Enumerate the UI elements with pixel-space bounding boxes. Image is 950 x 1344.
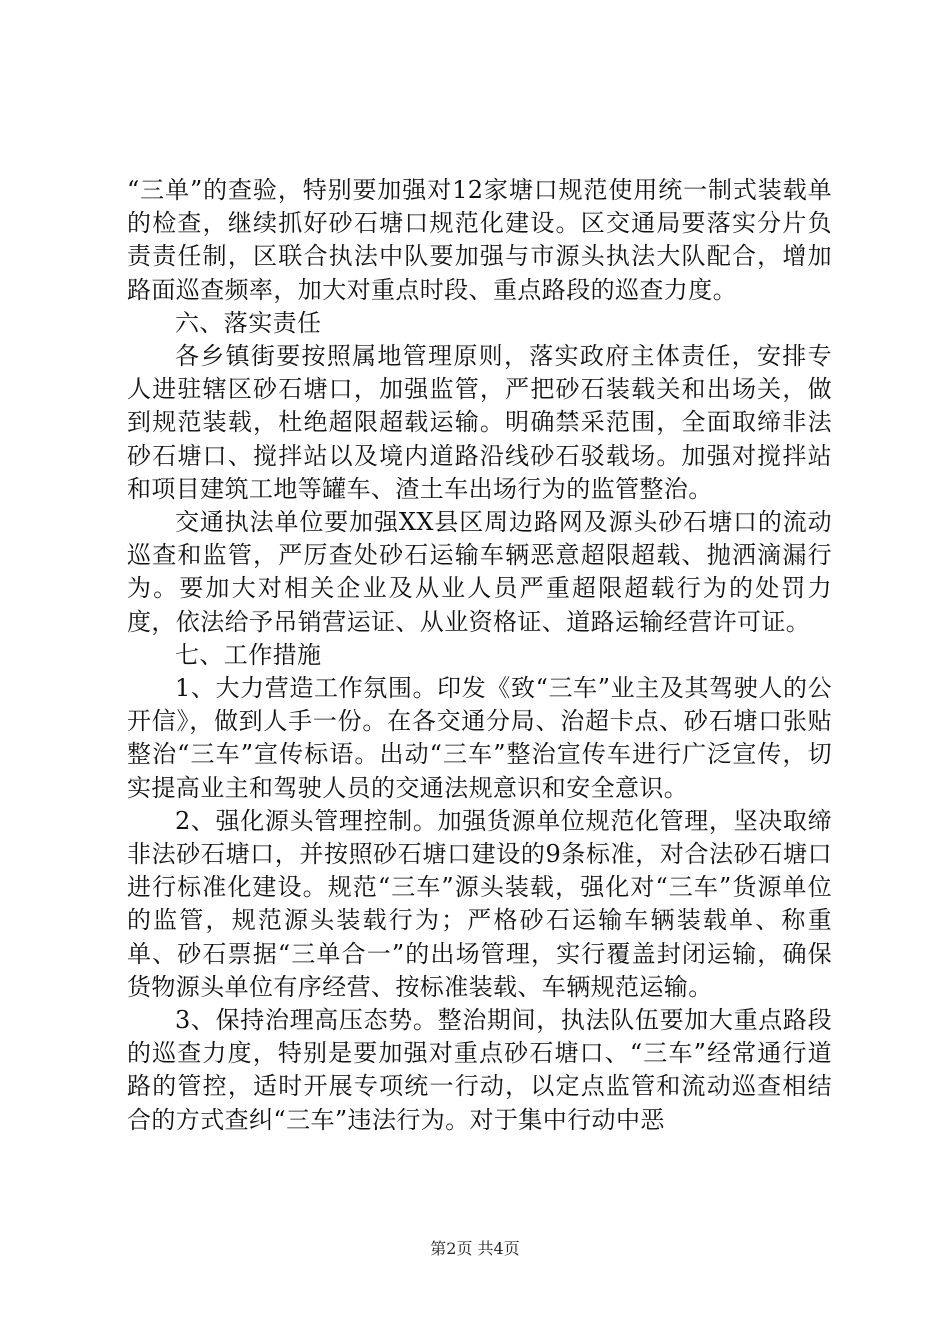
page-footer: 第2页 共4页	[430, 1239, 520, 1258]
paragraph: 各乡镇街要按照属地管理原则，落实政府主体责任，安排专人进驻辖区砂石塘口，加强监管，严把砂石装载关和出场关，做到规范装载，杜绝超限超载运输。明确禁采范围，全面取缔非法砂石塘口、搅拌站以及境内道路沿线砂石驳载场。加强对搅拌站和项目建筑工地等罐车、渣土车出场行为的监管整治。	[127, 342, 832, 503]
paragraph: 1、大力营造工作氛围。印发《致“三车”业主及其驾驶人的公开信》，做到人手一份。在各交通分局、治超卡点、砂石塘口张贴整治“三车”宣传标语。出动“三车”整治宣传车进行广泛宣传，切实提高业主和驾驶人员的交通法规意识和安全意识。	[127, 674, 832, 802]
paragraph: 2、强化源头管理控制。加强货源单位规范化管理，坚决取缔非法砂石塘口，并按照砂石塘口建设的9条标准，对合法砂石塘口进行标准化建设。规范“三车”源头装载，强化对“三车”货源单位的监管，规范源头装载行为；严格砂石运输车辆装载单、称重单、砂石票据“三单合一”的出场管理，实行覆盖封闭运输，确保货物源头单位有序经营、按标准装载、车辆规范运输。	[127, 806, 832, 1001]
paragraph: “三单”的查验，特别要加强对12家塘口规范使用统一制式装载单的检查，继续抓好砂石塘口规范化建设。区交通局要落实分片负责责任制，区联合执法中队要加强与市源头执法大队配合，增加路面巡查频率，加大对重点时段、重点路段的巡查力度。	[127, 176, 832, 304]
paragraph: 交通执法单位要加强XX县区周边路网及源头砂石塘口的流动巡查和监管，严厉查处砂石运输车辆恶意超限超载、抛洒滴漏行为。要加大对相关企业及从业人员严重超限超载行为的处罚力度，依法给予吊销营运证、从业资格证、道路运输经营许可证。	[127, 508, 832, 636]
section-heading: 七、工作措施	[175, 640, 322, 669]
document-body	[127, 174, 832, 1137]
paragraph: 3、保持治理高压态势。整治期间，执法队伍要加大重点路段的巡查力度，特别是要加强对重点砂石塘口、“三车”经常通行道路的管控，适时开展专项统一行动，以定点监管和流动巡查相结合的方式查纠“三车”违法行为。对于集中行动中恶	[127, 1006, 832, 1134]
section-heading: 六、落实责任	[175, 308, 322, 337]
